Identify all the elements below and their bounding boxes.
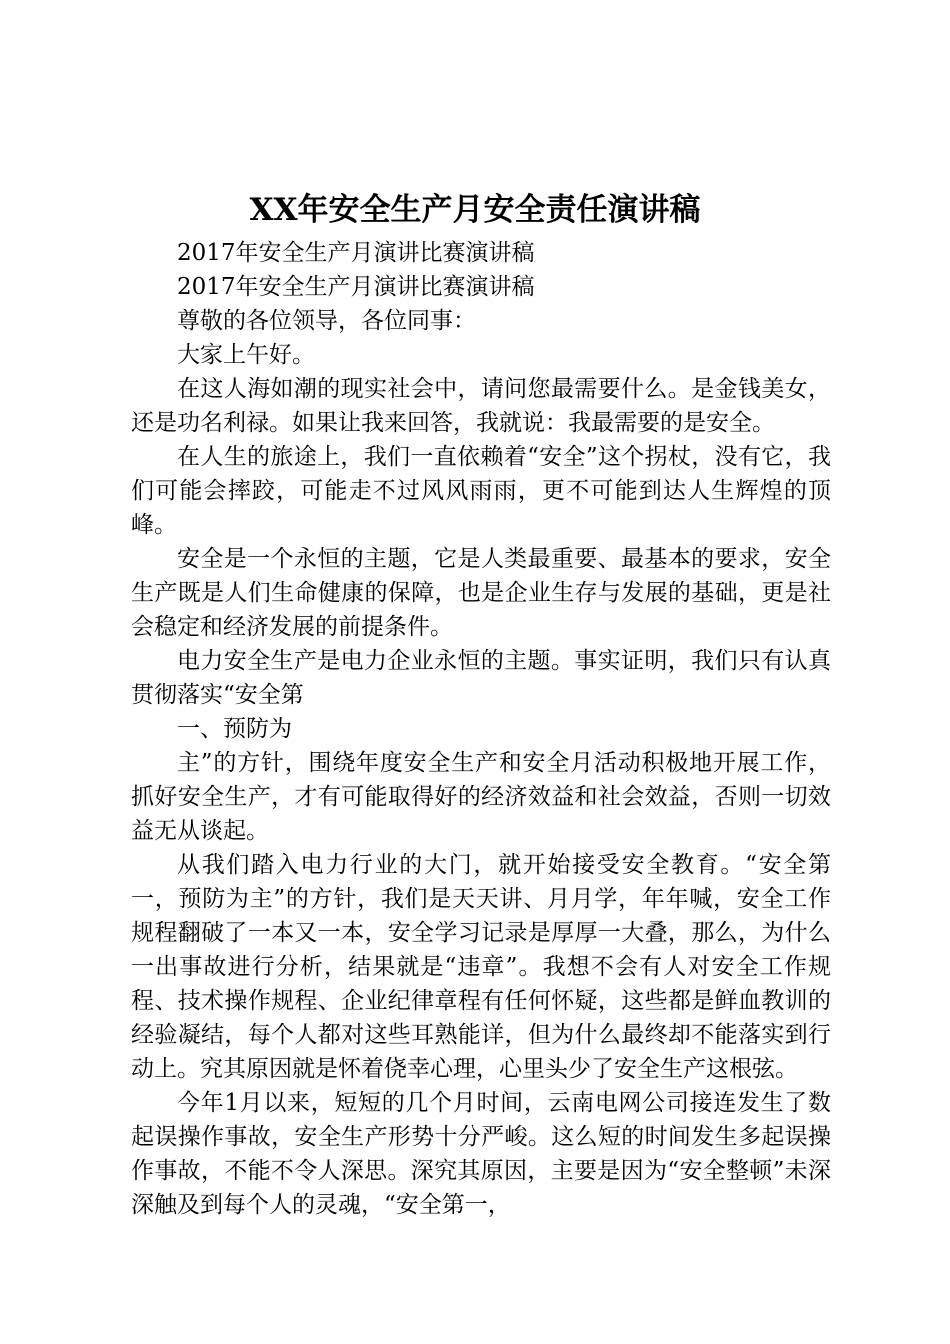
paragraph: 安全是一个永恒的主题，它是人类最重要、最基本的要求，安全生产既是人们生命健康的保障，也是企业生存与发展的基础，更是社会稳定和经济发展的前提条件。 bbox=[131, 546, 831, 640]
document-body bbox=[131, 236, 831, 1222]
paragraph: 电力安全生产是电力企业永恒的主题。事实证明，我们只有认真贯彻落实“安全第 bbox=[131, 648, 831, 708]
paragraph: 尊敬的各位领导，各位同事： bbox=[177, 308, 476, 334]
paragraph: 在人生的旅途上，我们一直依赖着“安全”这个拐杖，没有它，我们可能会摔跤，可能走不过风风雨雨，更不可能到达人生辉煌的顶峰。 bbox=[131, 444, 831, 538]
paragraph: 2017年安全生产月演讲比赛演讲稿 bbox=[177, 274, 535, 300]
paragraph: 今年1月以来，短短的几个月时间，云南电网公司接连发生了数起误操作事故，安全生产形势十分严峻。这么短的时间发生多起误操作事故，不能不令人深思。深究其原因，主要是因为“安全整顿”未深深触及到每个人的灵魂，“安全第一， bbox=[131, 1090, 831, 1218]
paragraph: 一、预防为 bbox=[177, 716, 292, 742]
document-title: XX年安全生产月安全责任演讲稿 bbox=[249, 192, 701, 228]
paragraph: 在这人海如潮的现实社会中，请问您最需要什么。是金钱美女，还是功名利禄。如果让我来回答，我就说：我最需要的是安全。 bbox=[131, 376, 831, 436]
paragraph: 大家上午好。 bbox=[177, 342, 315, 368]
paragraph: 2017年安全生产月演讲比赛演讲稿 bbox=[177, 240, 535, 266]
paragraph: 从我们踏入电力行业的大门，就开始接受安全教育。“安全第一，预防为主”的方针，我们是天天讲、月月学，年年喊，安全工作规程翻破了一本又一本，安全学习记录是厚厚一大叠，那么，为什么一出事故进行分析，结果就是“违章”。我想不会有人对安全工作规程、技术操作规程、企业纪律章程有任何怀疑，这些都是鲜血教训的经验凝结，每个人都对这些耳熟能详，但为什么最终却不能落实到行动上。究其原因就是怀着侥幸心理，心里头少了安全生产这根弦。 bbox=[131, 852, 831, 1082]
paragraph: 主”的方针，围绕年度安全生产和安全月活动积极地开展工作，抓好安全生产，才有可能取得好的经济效益和社会效益，否则一切效益无从谈起。 bbox=[131, 750, 831, 844]
